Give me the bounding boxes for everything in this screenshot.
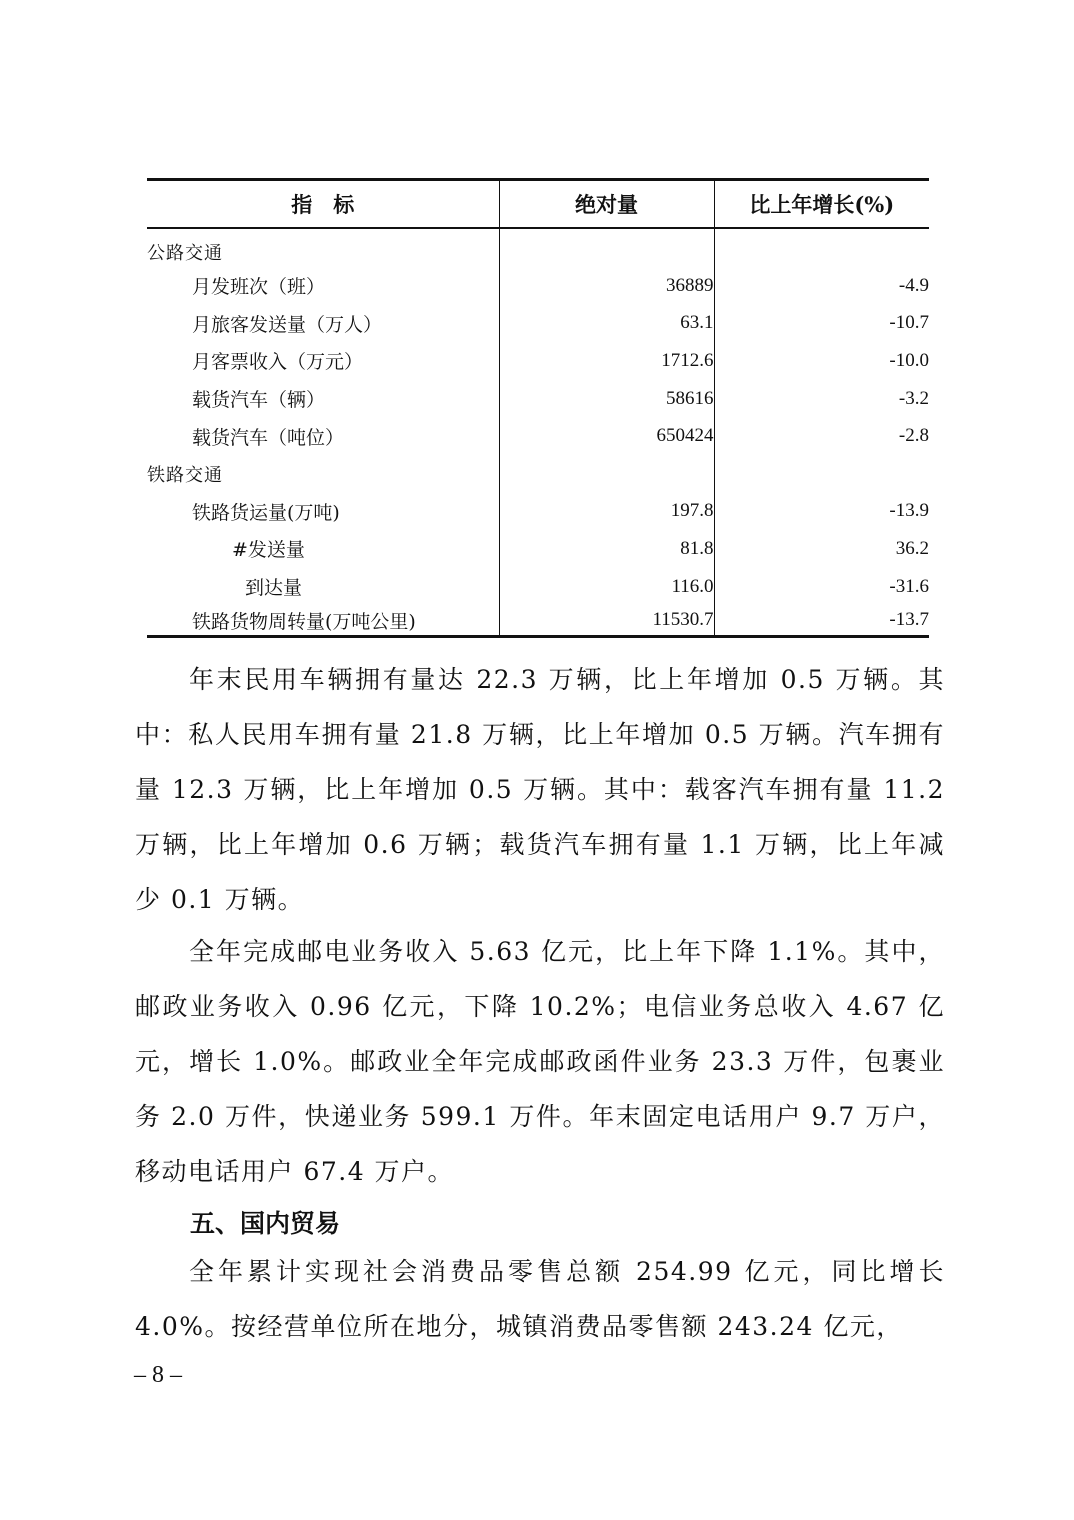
row-value: 11530.7 (499, 605, 714, 637)
table-row (147, 342, 929, 380)
statistics-table (147, 178, 929, 638)
column-header-indicator: 指 标 (147, 180, 499, 229)
paragraph-vehicles: 年末民用车辆拥有量达 22.3 万辆，比上年增加 0.5 万辆。其中：私人民用车拥有量 21.8 万辆，比上年增加 0.5 万辆。汽车拥有量 12.3 万辆，比上年增加 0.5 万辆。其中：载客汽车拥有量 11.2 万辆，比上年增加 0.6 万辆；载货汽车拥有量 1.1 万辆，比上年减少 0.1 万辆。 (135, 665, 945, 914)
row-label: 月旅客发送量（万人） (192, 313, 383, 336)
row-label: 月发班次（班） (192, 276, 326, 299)
column-header-absolute: 绝对量 (499, 180, 714, 229)
column-header-growth: 比上年增长(%) (714, 180, 929, 229)
row-value (499, 228, 714, 267)
table-row (147, 228, 929, 267)
row-growth: -3.2 (714, 380, 929, 418)
row-growth: -10.7 (714, 305, 929, 343)
row-label: 载货汽车（吨位） (192, 426, 345, 449)
row-label: 月客票收入（万元） (192, 351, 364, 374)
row-growth: -4.9 (714, 267, 929, 305)
row-growth: -13.7 (714, 605, 929, 637)
table-row (147, 455, 929, 493)
row-value: 81.8 (499, 530, 714, 568)
row-value: 36889 (499, 267, 714, 305)
row-label: 铁路交通 (147, 464, 223, 486)
row-value: 58616 (499, 380, 714, 418)
row-growth (714, 228, 929, 267)
row-value: 63.1 (499, 305, 714, 343)
row-value (499, 455, 714, 493)
row-value: 197.8 (499, 493, 714, 531)
row-growth: -2.8 (714, 417, 929, 455)
table-row (147, 267, 929, 305)
row-growth: -13.9 (714, 493, 929, 531)
section-heading: 五、国内贸易 (190, 1209, 341, 1238)
row-label: #发送量 (232, 539, 305, 562)
table-row (147, 568, 929, 606)
table-row (147, 380, 929, 418)
row-label: 载货汽车（辆） (192, 389, 326, 412)
table-row (147, 417, 929, 455)
row-growth: -31.6 (714, 568, 929, 606)
paragraph-postal: 全年完成邮电业务收入 5.63 亿元，比上年下降 1.1%。其中，邮政业务收入 0.96 亿元，下降 10.2%；电信业务总收入 4.67 亿元，增长 1.0%。邮政业全年完成邮政函件业务 23.3 万件，包裹业务 2.0 万件，快递业务 599.1 万件。年末固定电话用户 9.7 万户，移动电话用户 67.4 万户。 (135, 937, 945, 1186)
row-growth: 36.2 (714, 530, 929, 568)
table-row (147, 530, 929, 568)
table-row (147, 305, 929, 343)
row-value: 1712.6 (499, 342, 714, 380)
row-value: 116.0 (499, 568, 714, 606)
row-label: 铁路货运量(万吨) (192, 501, 340, 524)
table-row (147, 493, 929, 531)
page-number: – 8 – (134, 1362, 182, 1388)
row-label: 到达量 (245, 577, 303, 600)
row-label: 铁路货物周转量(万吨公里) (147, 605, 499, 637)
table-body (147, 228, 929, 637)
table-header-row (147, 180, 929, 229)
row-growth: -10.0 (714, 342, 929, 380)
row-label: 公路交通 (147, 243, 223, 264)
paragraph-trade: 全年累计实现社会消费品零售总额 254.99 亿元，同比增长 4.0%。按经营单位所在地分，城镇消费品零售额 243.24 亿元， (135, 1257, 945, 1341)
row-growth (714, 455, 929, 493)
row-value: 650424 (499, 417, 714, 455)
table-row (147, 605, 929, 637)
